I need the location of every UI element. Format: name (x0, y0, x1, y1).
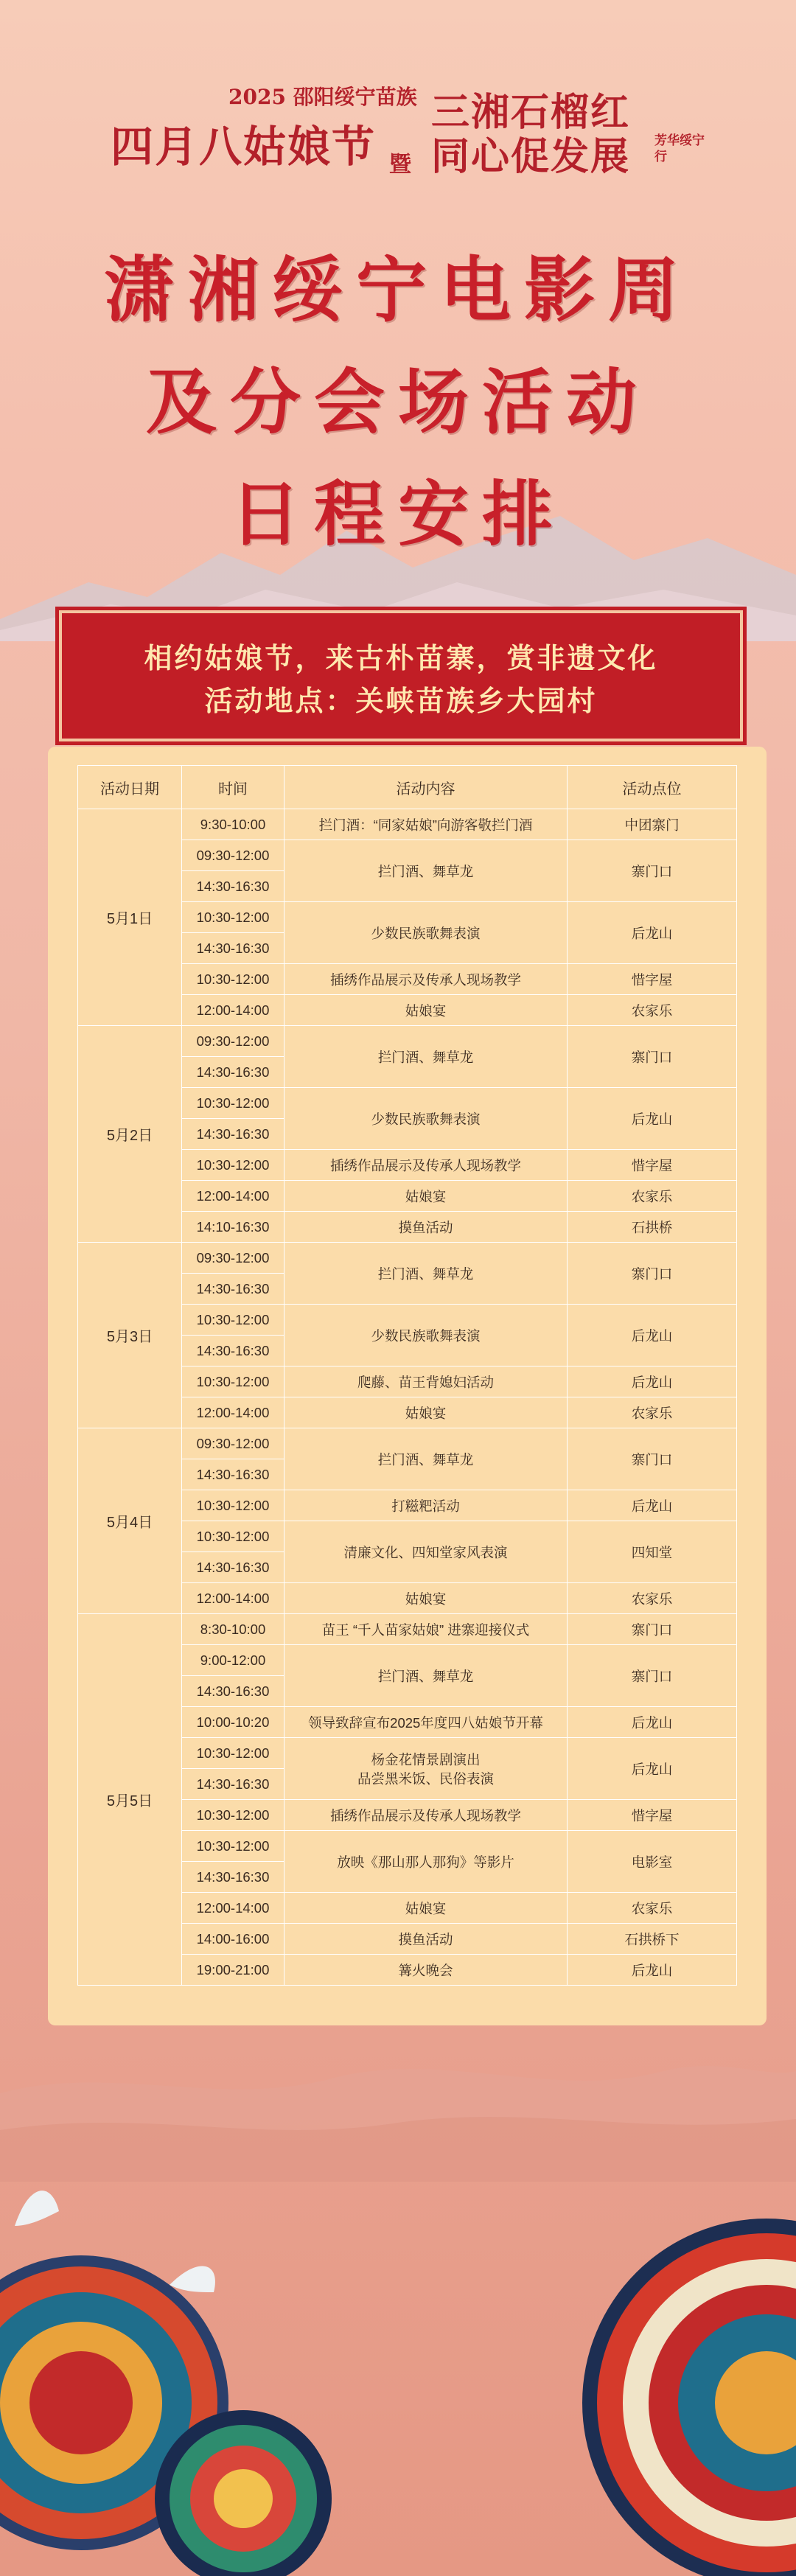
cell-place: 后龙山 (568, 1707, 737, 1738)
cell-content: 领导致辞宣布2025年度四八姑娘节开幕 (284, 1707, 568, 1738)
header-date: 活动日期 (78, 766, 182, 809)
cell-time: 9:00-12:00 (182, 1645, 284, 1676)
cell-place: 惜字屋 (568, 1150, 737, 1181)
cell-place: 四知堂 (568, 1521, 737, 1583)
cell-time: 10:30-12:00 (182, 1088, 284, 1119)
slogan-banner (59, 610, 743, 741)
cell-place: 石拱桥下 (568, 1924, 737, 1955)
cell-place: 农家乐 (568, 995, 737, 1026)
table-header-row (78, 766, 737, 809)
cell-place: 后龙山 (568, 1738, 737, 1800)
cell-time: 10:30-12:00 (182, 1831, 284, 1862)
cell-content: 摸鱼活动 (284, 1924, 568, 1955)
table-row (78, 1428, 737, 1459)
cell-place: 寨门口 (568, 1428, 737, 1490)
cell-place: 后龙山 (568, 1490, 737, 1521)
cell-time: 14:30-16:30 (182, 933, 284, 964)
cell-time: 14:30-16:30 (182, 1274, 284, 1305)
cell-content: 少数民族歌舞表演 (284, 902, 568, 964)
cell-content: 清廉文化、四知堂家风表演 (284, 1521, 568, 1583)
cell-content: 拦门酒、舞草龙 (284, 1428, 568, 1490)
cell-content: 姑娘宴 (284, 1893, 568, 1924)
cell-content: 摸鱼活动 (284, 1212, 568, 1243)
cell-time: 10:30-12:00 (182, 1738, 284, 1769)
event-logo-header (0, 66, 796, 184)
cell-content: 拦门酒：“同家姑娘”向游客敬拦门酒 (284, 809, 568, 840)
cell-content: 姑娘宴 (284, 1583, 568, 1614)
slogan-line1: 三湘石榴红 (431, 90, 631, 135)
cell-time: 14:10-16:30 (182, 1212, 284, 1243)
cell-place: 寨门口 (568, 840, 737, 902)
cell-place: 电影室 (568, 1831, 737, 1893)
cell-content: 拦门酒、舞草龙 (284, 1645, 568, 1707)
cell-time: 14:30-16:30 (182, 1676, 284, 1707)
banner-slogan: 相约姑娘节，来古朴苗寨，赏非遗文化 (144, 641, 658, 674)
cell-time: 10:30-12:00 (182, 1521, 284, 1552)
cell-content: 杨金花情景剧演出 品尝黑米饭、民俗表演 (284, 1738, 568, 1800)
schedule-table (77, 765, 737, 1986)
cell-time: 14:30-16:30 (182, 1769, 284, 1800)
cell-content: 姑娘宴 (284, 995, 568, 1026)
cell-content: 苗王 “千人苗家姑娘” 进寨迎接仪式 (284, 1614, 568, 1645)
festival-name: 四月八姑娘节 (111, 122, 377, 172)
cell-place: 后龙山 (568, 1955, 737, 1986)
cell-content: 插绣作品展示及传承人现场教学 (284, 1800, 568, 1831)
cell-date: 5月2日 (78, 1026, 182, 1243)
cell-content: 放映《那山那人那狗》等影片 (284, 1831, 568, 1893)
cell-time: 12:00-14:00 (182, 1397, 284, 1428)
cell-time: 14:30-16:30 (182, 871, 284, 902)
cell-time: 10:30-12:00 (182, 1305, 284, 1336)
cell-content: 打糍粑活动 (284, 1490, 568, 1521)
cell-time: 10:30-12:00 (182, 1150, 284, 1181)
cell-content: 插绣作品展示及传承人现场教学 (284, 964, 568, 995)
cell-time: 10:30-12:00 (182, 902, 284, 933)
cell-time: 19:00-21:00 (182, 1955, 284, 1986)
cell-time: 14:30-16:30 (182, 1119, 284, 1150)
cell-date: 5月1日 (78, 809, 182, 1026)
cell-time: 10:30-12:00 (182, 964, 284, 995)
cell-time: 14:30-16:30 (182, 1057, 284, 1088)
schedule-panel (48, 747, 767, 2025)
cell-time: 09:30-12:00 (182, 840, 284, 871)
cell-place: 石拱桥 (568, 1212, 737, 1243)
cell-time: 12:00-14:00 (182, 1893, 284, 1924)
cell-time: 14:00-16:00 (182, 1924, 284, 1955)
cell-place: 后龙山 (568, 1366, 737, 1397)
cell-time: 14:30-16:30 (182, 1862, 284, 1893)
cell-content: 少数民族歌舞表演 (284, 1305, 568, 1366)
cell-place: 惜字屋 (568, 1800, 737, 1831)
cell-content: 拦门酒、舞草龙 (284, 1243, 568, 1305)
year-line: 2025 邵阳绥宁苗族 (228, 85, 417, 109)
cell-content: 少数民族歌舞表演 (284, 1088, 568, 1150)
cell-time: 14:30-16:30 (182, 1336, 284, 1366)
cell-place: 后龙山 (568, 1088, 737, 1150)
cell-date: 5月5日 (78, 1614, 182, 1986)
cell-place: 寨门口 (568, 1614, 737, 1645)
cell-date: 5月4日 (78, 1428, 182, 1614)
banner-location: 活动地点：关峡苗族乡大园村 (204, 684, 598, 717)
cell-time: 12:00-14:00 (182, 1583, 284, 1614)
cell-place: 农家乐 (568, 1181, 737, 1212)
cell-time: 8:30-10:00 (182, 1614, 284, 1645)
cell-place: 农家乐 (568, 1893, 737, 1924)
title-line2: 及分会场活动 (146, 360, 650, 444)
header-content: 活动内容 (284, 766, 568, 809)
cell-time: 09:30-12:00 (182, 1428, 284, 1459)
cell-time: 14:30-16:30 (182, 1552, 284, 1583)
sub-tag: 芳华绥宁行 (654, 133, 705, 164)
cell-place: 农家乐 (568, 1583, 737, 1614)
embroidery-medallion-right-decoration (575, 2204, 796, 2576)
slogan-line2: 同心促发展 (431, 134, 631, 179)
cell-place: 寨门口 (568, 1645, 737, 1707)
cell-time: 14:30-16:30 (182, 1459, 284, 1490)
cell-content: 篝火晚会 (284, 1955, 568, 1986)
cell-place: 中团寨门 (568, 809, 737, 840)
table-row (78, 809, 737, 840)
cell-place: 后龙山 (568, 902, 737, 964)
cell-time: 10:30-12:00 (182, 1800, 284, 1831)
table-row (78, 1026, 737, 1057)
cell-time: 09:30-12:00 (182, 1026, 284, 1057)
cell-place: 寨门口 (568, 1243, 737, 1305)
joiner-text: 暨 (389, 152, 411, 178)
cell-time: 10:30-12:00 (182, 1490, 284, 1521)
cell-time: 10:30-12:00 (182, 1366, 284, 1397)
cell-date: 5月3日 (78, 1243, 182, 1428)
distant-hills-illustration (0, 2034, 796, 2182)
cell-content: 爬藤、苗王背媳妇活动 (284, 1366, 568, 1397)
cell-content: 拦门酒、舞草龙 (284, 1026, 568, 1088)
table-row (78, 1243, 737, 1274)
cell-place: 寨门口 (568, 1026, 737, 1088)
cell-time: 12:00-14:00 (182, 1181, 284, 1212)
title-line3: 日程安排 (230, 472, 566, 556)
cell-time: 9:30-10:00 (182, 809, 284, 840)
embroidery-medallion-left-decoration (0, 2182, 346, 2576)
cell-content: 姑娘宴 (284, 1181, 568, 1212)
schedule-body (78, 809, 737, 1986)
cell-time: 10:00-10:20 (182, 1707, 284, 1738)
cell-time: 09:30-12:00 (182, 1243, 284, 1274)
cell-content: 姑娘宴 (284, 1397, 568, 1428)
cell-place: 农家乐 (568, 1397, 737, 1428)
cell-place: 后龙山 (568, 1305, 737, 1366)
cell-content: 插绣作品展示及传承人现场教学 (284, 1150, 568, 1181)
cell-place: 惜字屋 (568, 964, 737, 995)
table-row (78, 1614, 737, 1645)
header-time: 时间 (182, 766, 284, 809)
cell-time: 12:00-14:00 (182, 995, 284, 1026)
title-line1: 潇湘绥宁电影周 (104, 248, 692, 332)
cell-content: 拦门酒、舞草龙 (284, 840, 568, 902)
header-place: 活动点位 (568, 766, 737, 809)
